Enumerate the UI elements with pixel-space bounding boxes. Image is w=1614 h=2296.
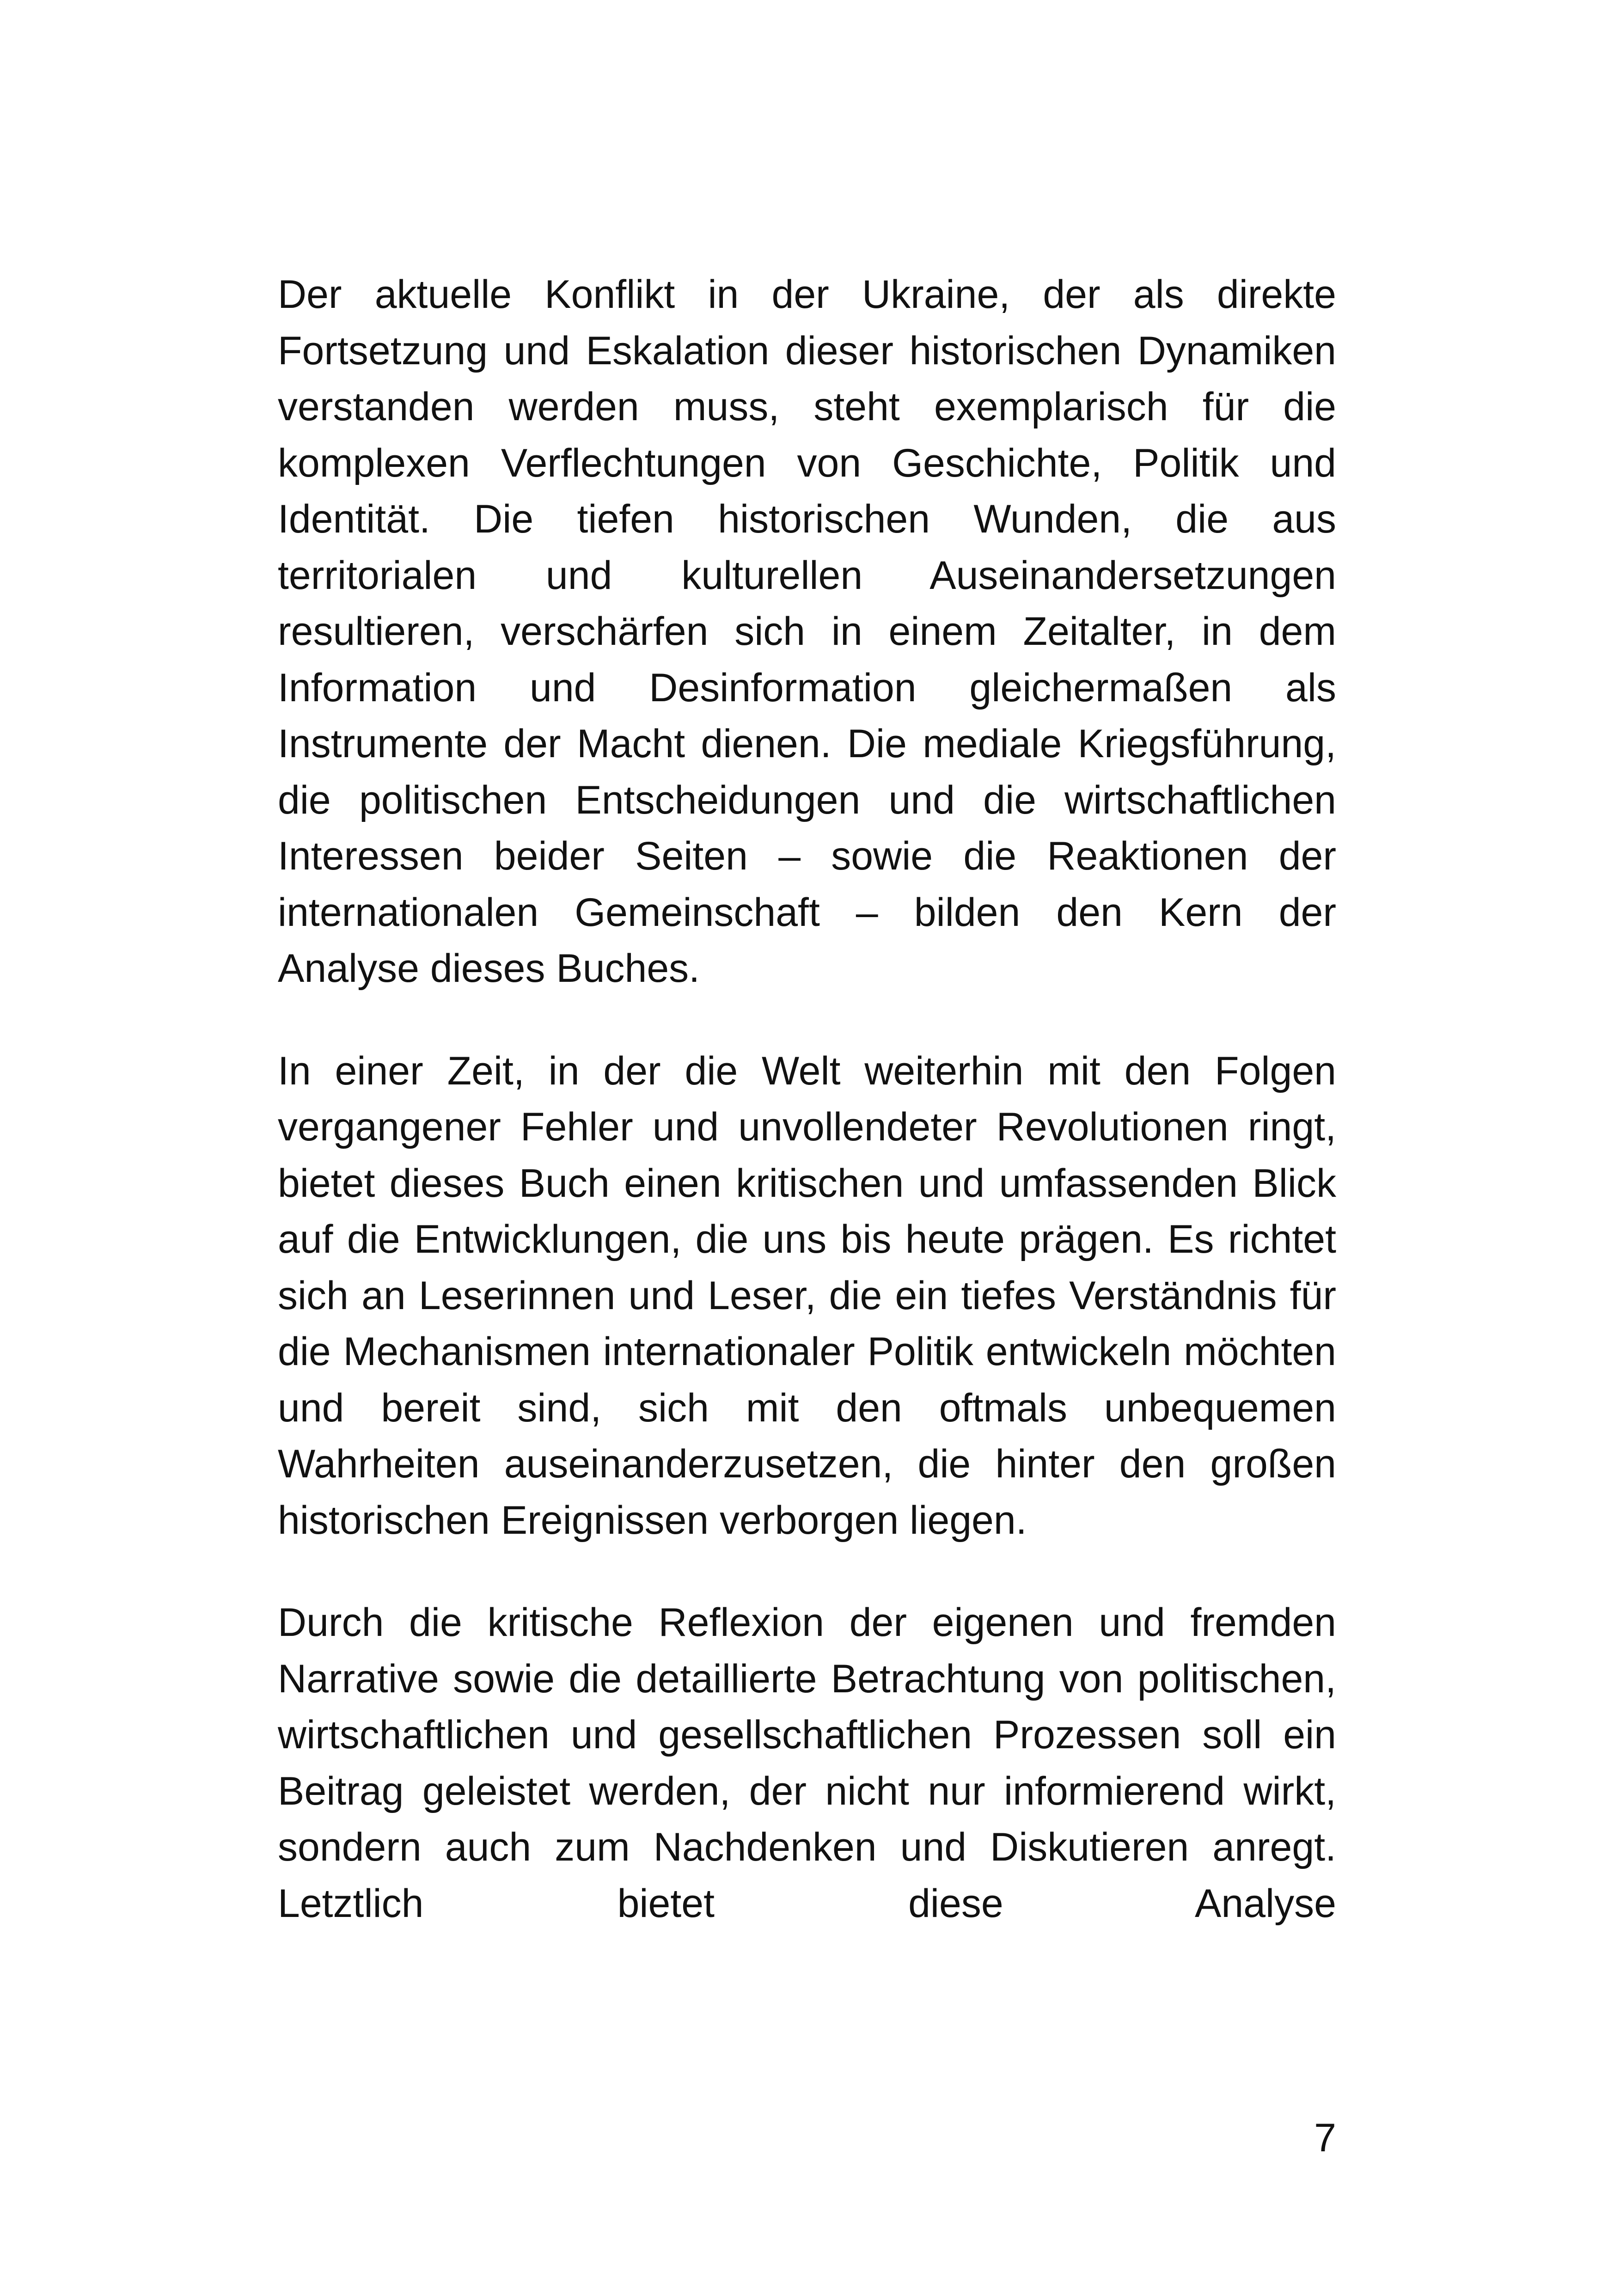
paragraph-1: Der aktuelle Konflikt in der Ukraine, der als direkte Fortsetzung und Eskalation dieser historischen Dynamiken verstanden werden muss, steht exemplarisch für die komplexen Verflechtungen von Geschichte, Politik und Identität. Die tiefen historischen Wunden, die aus territorialen und kulturellen Auseinandersetzungen resultieren, verschärfen sich in einem Zeitalter, in dem Information und Desinformation gleichermaßen als Instrumente der Macht dienen. Die mediale Kriegsführung, die politischen Entscheidungen und die wirtschaftlichen Interessen beider Seiten – sowie die Reaktionen der internationalen Gemeinschaft – bilden den Kern der Analyse dieses Buches. (278, 272, 1336, 991)
page-number: 7 (1314, 2116, 1336, 2160)
body-text (278, 267, 1336, 1932)
paragraph-2: In einer Zeit, in der die Welt weiterhin mit den Folgen vergangener Fehler und unvollendeter Revolutionen ringt, bietet dieses Buch einen kritischen und umfassenden Blick auf die Entwicklungen, die uns bis heute prägen. Es richtet sich an Leserinnen und Leser, die ein tiefes Verständnis für die Mechanismen internationaler Politik entwickeln möchten und bereit sind, sich mit den oftmals unbequemen Wahrheiten auseinanderzusetzen, die hinter den großen historischen Ereignissen verborgen liegen. (278, 1048, 1336, 1543)
paragraph-3: Durch die kritische Reflexion der eigenen und fremden Narrative sowie die detaillierte Betrachtung von politischen, wirtschaftlichen und gesellschaftlichen Prozessen soll ein Beitrag geleistet werden, der nicht nur informierend wirkt, sondern auch zum Nachdenken und Diskutieren anregt. Letztlich bietet diese Analyse (278, 1600, 1336, 1926)
